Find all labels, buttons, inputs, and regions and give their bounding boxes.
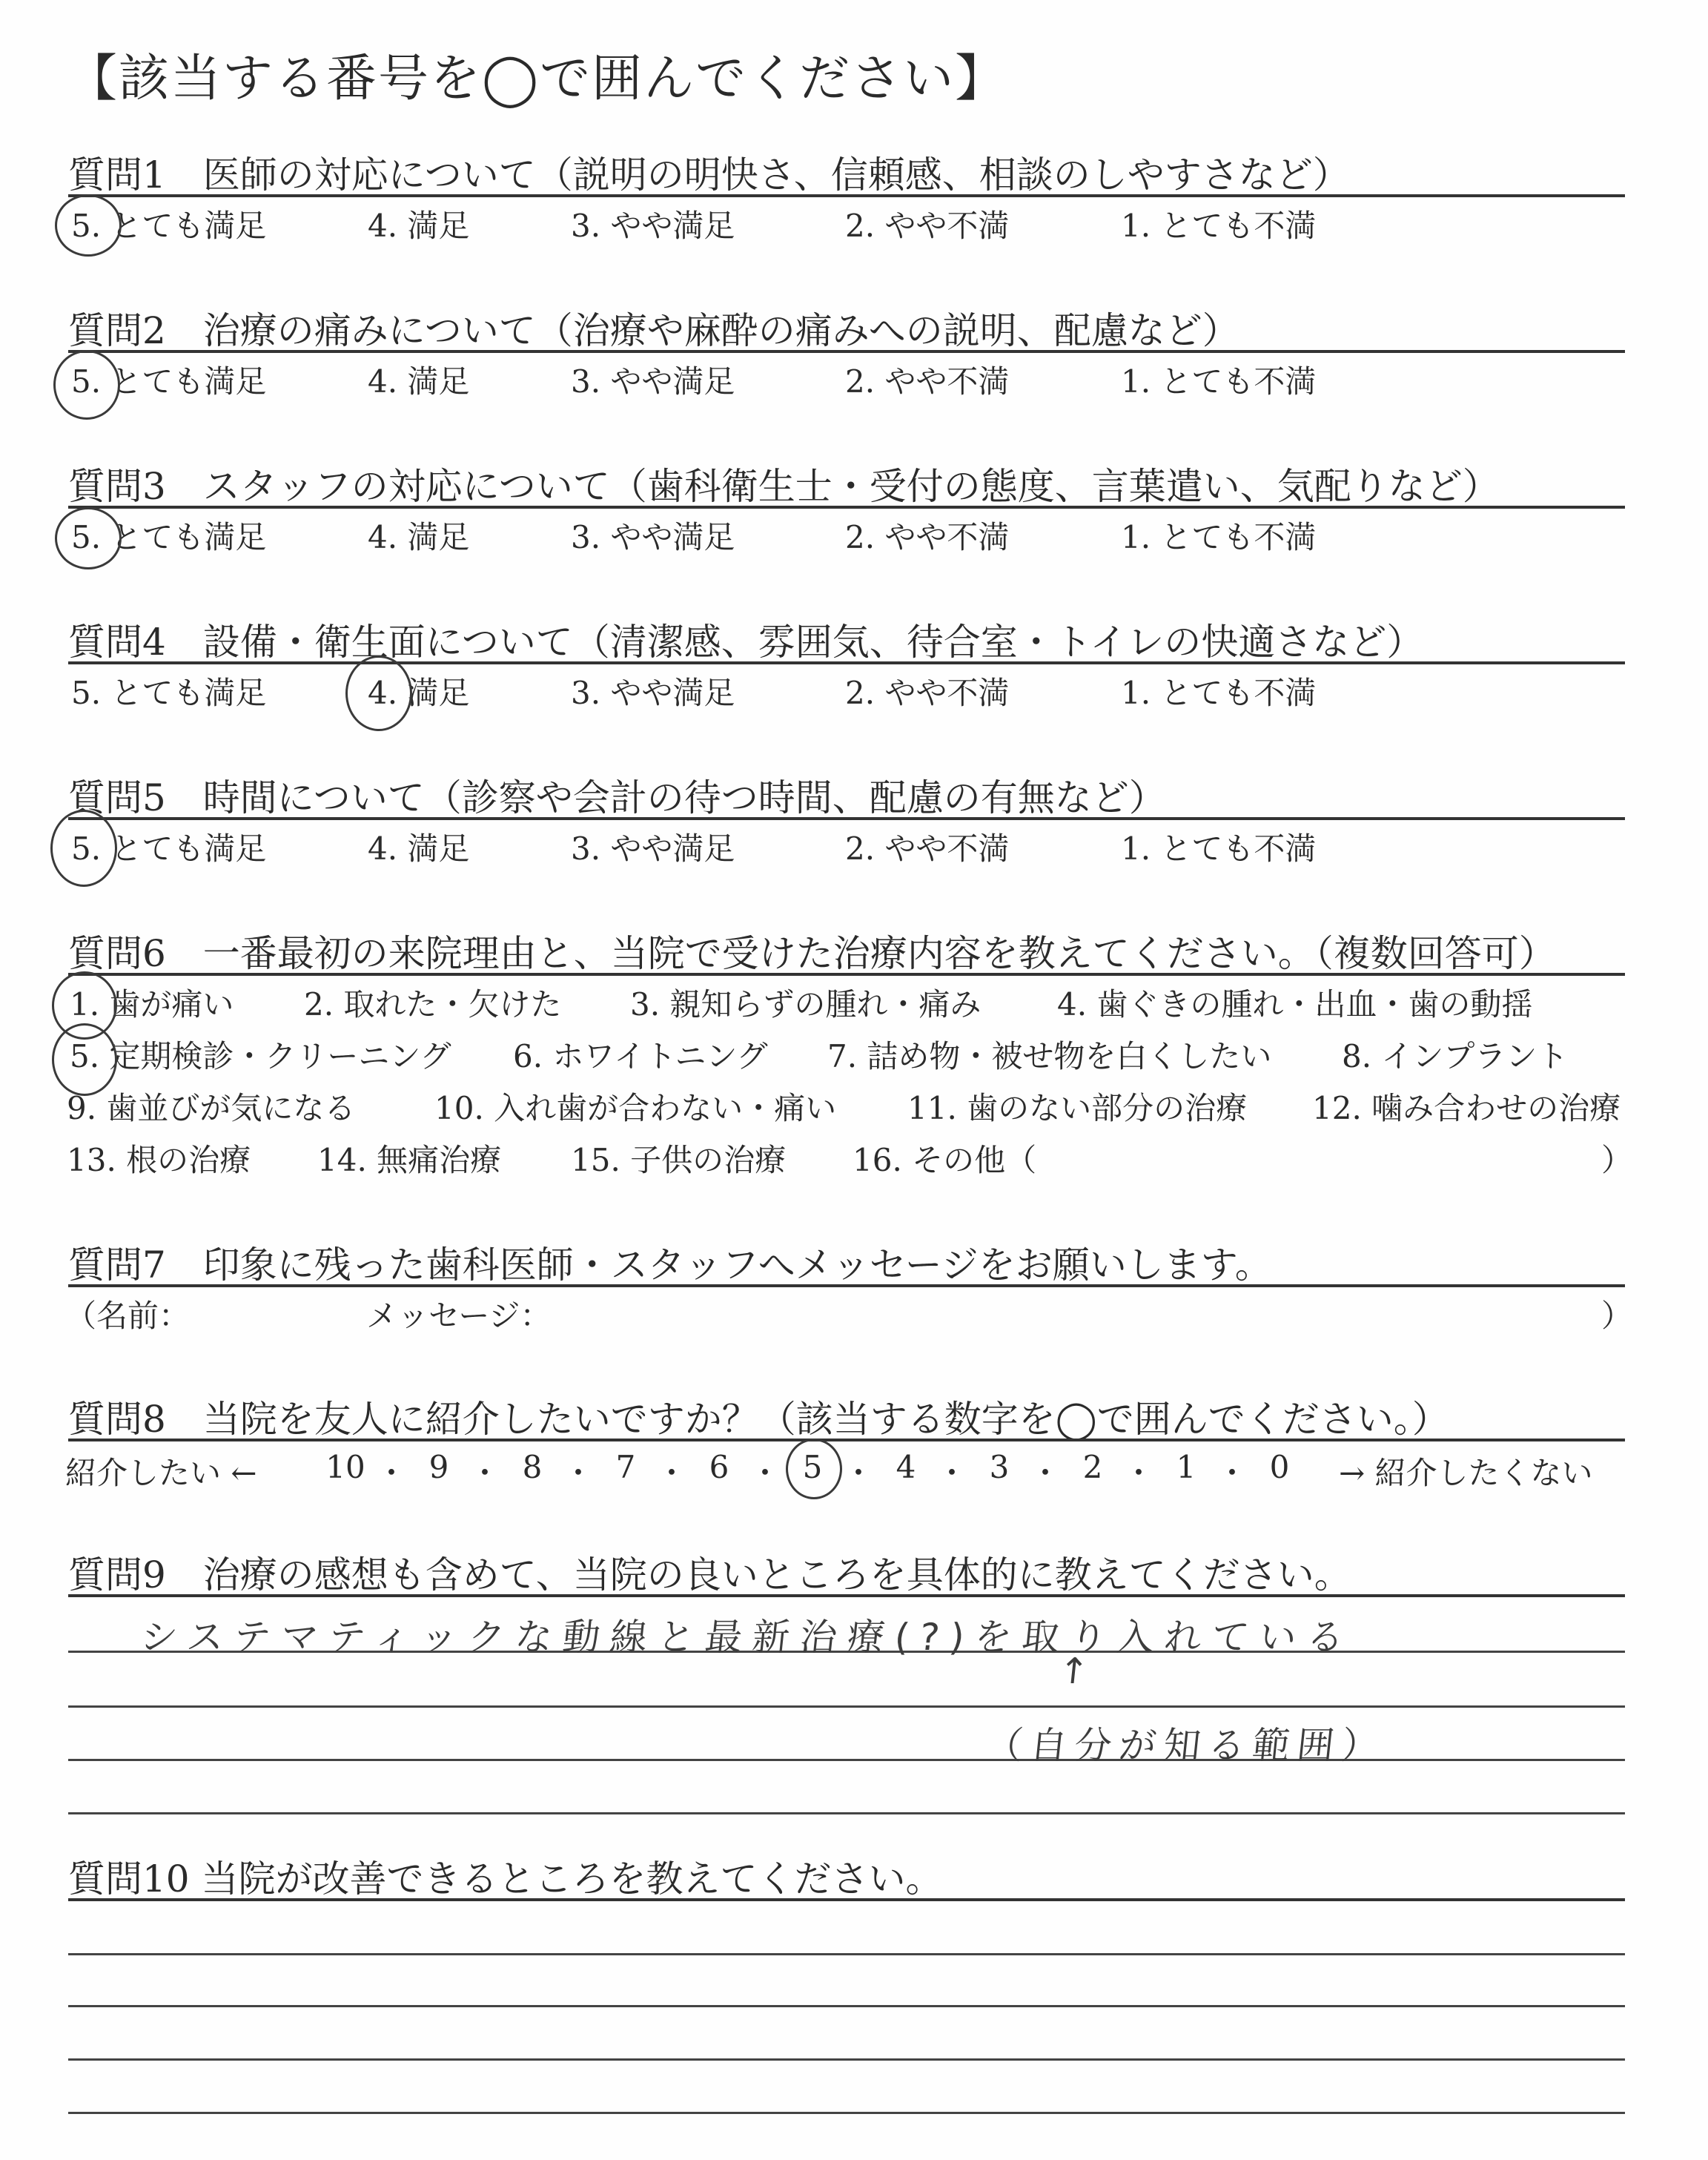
q10-answer-line-1 xyxy=(68,1953,1625,1955)
q6-option-12[interactable]: 12. 噛み合わせの治療 xyxy=(1312,1090,1621,1126)
q4-option-4[interactable]: 4. 満足 xyxy=(368,675,470,711)
q8-separator-dot: ・ xyxy=(1122,1455,1154,1491)
q6-option-5[interactable]: 5. 定期検診・クリーニング xyxy=(70,1038,451,1074)
question-9-title: 質問9 治療の感想も含めて、当院の良いところを具体的に教えてください。 xyxy=(68,1553,1351,1596)
q5-option-5[interactable]: 5. とても満足 xyxy=(71,830,267,867)
page-title: 【該当する番号を◯で囲んでください】 xyxy=(67,50,1007,108)
q9-answer-line-4 xyxy=(68,1812,1625,1814)
q2-option-3[interactable]: 3. やや満足 xyxy=(571,363,735,400)
question-5-rule xyxy=(68,817,1625,820)
q6-option-4[interactable]: 4. 歯ぐきの腫れ・出血・歯の動揺 xyxy=(1057,986,1533,1023)
q7-name-label: （名前： xyxy=(65,1298,191,1334)
question-4-rule xyxy=(68,661,1625,664)
q8-right-label: → 紹介したくない xyxy=(1339,1455,1593,1491)
q8-number-9[interactable]: 9 xyxy=(428,1449,449,1485)
question-1-rule xyxy=(68,194,1625,197)
q3-option-5[interactable]: 5. とても満足 xyxy=(71,519,267,555)
question-10-rule xyxy=(68,1898,1625,1901)
q4-option-2[interactable]: 2. やや不満 xyxy=(845,675,1010,711)
question-6-title: 質問6 一番最初の来院理由と、当院で受けた治療内容を教えてください。（複数回答可） xyxy=(68,932,1556,975)
q2-option-4[interactable]: 4. 満足 xyxy=(368,363,470,400)
q9-answer-line-3 xyxy=(68,1759,1625,1761)
q3-option-2[interactable]: 2. やや不満 xyxy=(845,519,1010,555)
q8-number-3[interactable]: 3 xyxy=(989,1449,1010,1485)
question-5-title: 質問5 時間について（診察や会計の待つ時間、配慮の有無など） xyxy=(68,776,1166,819)
q6-option-3[interactable]: 3. 親知らずの腫れ・痛み xyxy=(630,986,982,1023)
q3-option-1[interactable]: 1. とても不満 xyxy=(1121,519,1317,555)
question-3-rule xyxy=(68,506,1625,509)
q8-separator-dot: ・ xyxy=(842,1455,874,1491)
q6-option-9[interactable]: 9. 歯並びが気になる xyxy=(67,1090,356,1126)
q8-separator-dot: ・ xyxy=(562,1455,594,1491)
q1-option-5[interactable]: 5. とても満足 xyxy=(71,208,267,244)
q6-option-2[interactable]: 2. 取れた・欠けた xyxy=(304,986,562,1023)
q5-option-2[interactable]: 2. やや不満 xyxy=(845,830,1010,867)
q1-option-4[interactable]: 4. 満足 xyxy=(368,208,470,244)
q6-answer-circle-5 xyxy=(52,1023,117,1096)
q9-handwritten-arrow: ↑ xyxy=(1056,1651,1091,1692)
q6-option-15[interactable]: 15. 子供の治療 xyxy=(571,1142,787,1178)
question-4-title: 質問4 設備・衛生面について（清潔感、雰囲気、待合室・トイレの快適さなど） xyxy=(68,621,1424,664)
question-7-title: 質問7 印象に残った歯科医師・スタッフへメッセージをお願いします。 xyxy=(68,1244,1272,1287)
q8-left-label: 紹介したい ← xyxy=(65,1455,257,1491)
q1-option-2[interactable]: 2. やや不満 xyxy=(845,208,1010,244)
question-7-rule xyxy=(68,1284,1625,1287)
q6-option-16[interactable]: 16. その他（ xyxy=(853,1142,1037,1178)
q4-option-5[interactable]: 5. とても満足 xyxy=(71,675,267,711)
q9-answer-line-2 xyxy=(68,1705,1625,1708)
q10-answer-line-4 xyxy=(68,2112,1625,2114)
q3-answer-circle xyxy=(55,507,122,569)
question-3-title: 質問3 スタッフの対応について（歯科衛生士・受付の態度、言葉遣い、気配りなど） xyxy=(68,465,1500,508)
q6-option-7[interactable]: 7. 詰め物・被せ物を白くしたい xyxy=(827,1038,1272,1074)
q3-option-4[interactable]: 4. 満足 xyxy=(368,519,470,555)
q6-option-11[interactable]: 11. 歯のない部分の治療 xyxy=(907,1090,1248,1126)
question-6-rule xyxy=(68,973,1625,976)
q6-option-10[interactable]: 10. 入れ歯が合わない・痛い xyxy=(434,1090,837,1126)
q8-separator-dot: ・ xyxy=(375,1455,407,1491)
q1-option-3[interactable]: 3. やや満足 xyxy=(571,208,735,244)
q2-option-1[interactable]: 1. とても不満 xyxy=(1121,363,1317,400)
q1-option-1[interactable]: 1. とても不満 xyxy=(1121,208,1317,244)
q8-separator-dot: ・ xyxy=(469,1455,500,1491)
q8-separator-dot: ・ xyxy=(749,1455,781,1491)
q8-number-0[interactable]: 0 xyxy=(1269,1449,1290,1485)
q2-option-2[interactable]: 2. やや不満 xyxy=(845,363,1010,400)
q6-option-1[interactable]: 1. 歯が痛い xyxy=(70,986,234,1023)
q1-answer-circle xyxy=(55,194,122,257)
q6-option-14[interactable]: 14. 無痛治療 xyxy=(317,1142,502,1178)
question-2-rule xyxy=(68,350,1625,353)
q4-option-1[interactable]: 1. とても不満 xyxy=(1121,675,1317,711)
q7-close-paren: ） xyxy=(1601,1298,1633,1334)
question-1-title: 質問1 医師の対応について（説明の明快さ、信頼感、相談のしやすさなど） xyxy=(68,153,1350,196)
q8-number-6[interactable]: 6 xyxy=(709,1449,729,1485)
q8-separator-dot: ・ xyxy=(936,1455,967,1491)
q9-handwritten-note: （自分が知る範囲） xyxy=(983,1724,1388,1767)
q10-answer-line-3 xyxy=(68,2058,1625,2061)
q8-answer-circle xyxy=(786,1439,842,1499)
q6-other-close-paren: ） xyxy=(1601,1142,1633,1178)
question-9-rule xyxy=(68,1594,1625,1597)
q3-option-3[interactable]: 3. やや満足 xyxy=(571,519,735,555)
q8-separator-dot: ・ xyxy=(655,1455,687,1491)
q4-option-3[interactable]: 3. やや満足 xyxy=(571,675,735,711)
question-8-title: 質問8 当院を友人に紹介したいですか？（該当する数字を◯で囲んでください。） xyxy=(68,1398,1449,1441)
q5-option-1[interactable]: 1. とても不満 xyxy=(1121,830,1317,867)
q8-number-1[interactable]: 1 xyxy=(1176,1449,1196,1485)
q4-answer-circle xyxy=(345,655,412,731)
q7-message-label: メッセージ： xyxy=(366,1298,552,1334)
q9-handwritten-answer: システマティックな動線と最新治療(?)を取り入れている xyxy=(138,1616,1357,1659)
q8-number-8[interactable]: 8 xyxy=(522,1449,543,1485)
q6-option-6[interactable]: 6. ホワイトニング xyxy=(513,1038,768,1074)
q8-number-5[interactable]: 5 xyxy=(802,1449,823,1485)
q8-number-7[interactable]: 7 xyxy=(615,1449,636,1485)
q6-option-13[interactable]: 13. 根の治療 xyxy=(67,1142,251,1178)
q8-number-2[interactable]: 2 xyxy=(1082,1449,1103,1485)
q8-separator-dot: ・ xyxy=(1029,1455,1061,1491)
q8-number-4[interactable]: 4 xyxy=(896,1449,916,1485)
q5-option-3[interactable]: 3. やや満足 xyxy=(571,830,735,867)
q2-answer-circle xyxy=(53,350,120,420)
question-8-rule xyxy=(68,1439,1625,1441)
q6-option-8[interactable]: 8. インプラント xyxy=(1342,1038,1569,1074)
question-2-title: 質問2 治療の痛みについて（治療や麻酔の痛みへの説明、配慮など） xyxy=(68,309,1239,352)
q2-option-5[interactable]: 5. とても満足 xyxy=(71,363,267,400)
q8-separator-dot: ・ xyxy=(1216,1455,1248,1491)
q10-answer-line-2 xyxy=(68,2005,1625,2007)
q5-option-4[interactable]: 4. 満足 xyxy=(368,830,470,867)
q8-number-10[interactable]: 10 xyxy=(325,1449,365,1485)
question-10-title: 質問10 当院が改善できるところを教えてください。 xyxy=(68,1857,943,1900)
q5-answer-circle xyxy=(50,810,117,887)
